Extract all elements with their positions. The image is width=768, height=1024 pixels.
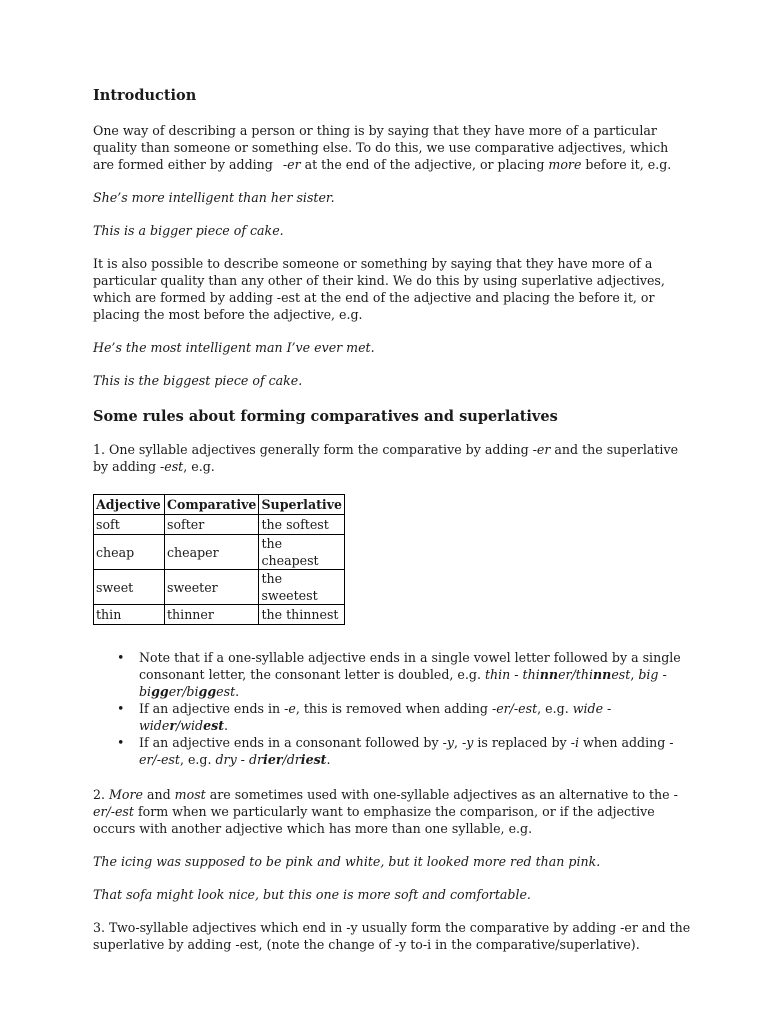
rules-heading: Some rules about forming comparatives and superlatives bbox=[93, 408, 558, 425]
table-header-row bbox=[94, 495, 345, 515]
example-sentence: This is the biggest piece of cake. bbox=[93, 373, 303, 388]
table-cell: the sweetest bbox=[259, 570, 345, 605]
table-row bbox=[94, 515, 345, 535]
bullet-icon: • bbox=[117, 701, 125, 716]
table-cell: thin bbox=[94, 605, 165, 625]
document-body bbox=[93, 86, 693, 969]
table-header: Superlative bbox=[259, 495, 345, 515]
table-header: Comparative bbox=[165, 495, 259, 515]
table-cell: sweeter bbox=[165, 570, 259, 605]
example-sentence: This is a bigger piece of cake. bbox=[93, 223, 284, 238]
table-cell: cheap bbox=[94, 535, 165, 570]
intro-paragraph-2: It is also possible to describe someone or something by saying that they have more of a particular quality than any other of their kind. We do this by using superlative adjectives, which are formed by adding -est at the end of the adjective and placing the before it, or placing the most before the adjective, e.g. bbox=[93, 256, 665, 322]
list-item: • If an adjective ends in -e, this is removed when adding -er/-est, e.g. wide - wider/widest. bbox=[117, 701, 612, 733]
table-row bbox=[94, 570, 345, 605]
rule-2: 2. More and most are sometimes used with one-syllable adjectives as an alternative to the -er/-est form when we particularly want to emphasize the comparison, or if the adjective occurs with another adjective which has more than one syllable, e.g. bbox=[93, 787, 678, 836]
rule-3: 3. Two-syllable adjectives which end in -y usually form the comparative by adding -er and the superlative by adding -est, (note the change of -y to-i in the comparative/superlative). bbox=[93, 920, 691, 952]
list-item: • If an adjective ends in a consonant followed by -y, -y is replaced by -i when adding -er/-est, e.g. dry - drier/driest. bbox=[117, 735, 674, 767]
rule-1: 1. One syllable adjectives generally form the comparative by adding -er and the superlative by adding -est, e.g. bbox=[93, 442, 679, 474]
table-cell: soft bbox=[94, 515, 165, 535]
table-cell: sweet bbox=[94, 570, 165, 605]
table-row bbox=[94, 535, 345, 570]
bullet-icon: • bbox=[117, 650, 125, 665]
intro-heading: Introduction bbox=[93, 87, 197, 104]
example-sentence: He’s the most intelligent man I’ve ever met. bbox=[93, 340, 375, 355]
intro-paragraph-1: One way of describing a person or thing is by saying that they have more of a particular quality than someone or something else. To do this, we use comparative adjectives, which are formed either by adding -er at the end of the adjective, or placing more before it, e.g. bbox=[93, 123, 672, 172]
table-cell: cheaper bbox=[165, 535, 259, 570]
example-sentence: She’s more intelligent than her sister. bbox=[93, 190, 335, 205]
table-cell: the thinnest bbox=[259, 605, 345, 625]
table-cell: softer bbox=[165, 515, 259, 535]
table-cell: the softest bbox=[259, 515, 345, 535]
example-sentence: That sofa might look nice, but this one is more soft and comfortable. bbox=[93, 887, 531, 902]
adjective-table bbox=[93, 494, 345, 625]
table-row bbox=[94, 605, 345, 625]
example-sentence: The icing was supposed to be pink and white, but it looked more red than pink. bbox=[93, 854, 601, 869]
notes-list bbox=[93, 649, 693, 768]
table-cell: thinner bbox=[165, 605, 259, 625]
table-header: Adjective bbox=[94, 495, 165, 515]
table-cell: the cheapest bbox=[259, 535, 345, 570]
bullet-icon: • bbox=[117, 735, 125, 750]
list-item: • Note that if a one-syllable adjective ends in a single vowel letter followed by a single consonant letter, the consonant letter is doubled, e.g. thin - thinner/thinnest, big - bigger/biggest. bbox=[117, 650, 681, 699]
